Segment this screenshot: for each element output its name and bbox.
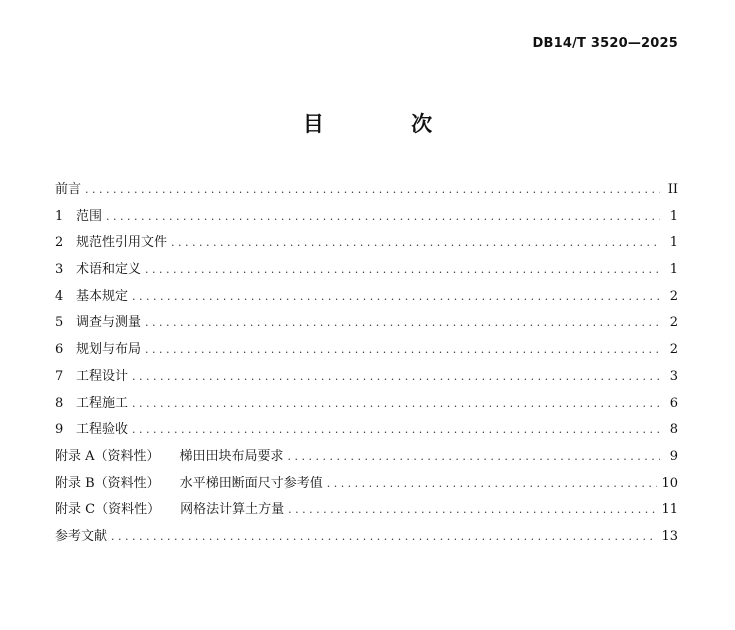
toc-entry-normative-references[interactable] [55, 231, 678, 258]
toc-page-number: 11 [661, 502, 678, 518]
page-title: 目 次 [302, 112, 473, 136]
toc-entry-label [55, 178, 81, 197]
toc-entry-label [55, 418, 128, 437]
toc-entry-text: 梯田田块布局要求 [179, 448, 284, 464]
toc-entry-terms-definitions[interactable] [55, 258, 678, 285]
toc-entry-text: 网格法计算土方量 [180, 502, 285, 518]
toc-entry-number: 3 [55, 262, 64, 278]
toc-entry-label [55, 258, 141, 277]
toc-page-number: 2 [669, 315, 678, 331]
toc-page-number: 1 [669, 208, 678, 224]
toc-entry-text: 调查与测量 [76, 315, 142, 331]
toc-page-number: 8 [669, 422, 678, 438]
toc-leader-dots [288, 502, 657, 517]
toc-page-number: 6 [669, 395, 678, 411]
toc-page-number: 10 [661, 475, 678, 491]
toc-leader-dots [288, 449, 660, 464]
toc-entry-text: 范围 [76, 208, 103, 224]
toc-page-number: 1 [669, 235, 678, 251]
toc-entry-appendix-c[interactable] [55, 498, 678, 525]
toc-leader-dots [132, 396, 660, 411]
toc-leader-dots [132, 422, 660, 437]
toc-entry-label [55, 205, 102, 224]
toc-entry-label [55, 445, 284, 464]
toc-leader-dots [327, 476, 658, 491]
toc-entry-number: 8 [55, 395, 64, 411]
toc-entry-basic-provisions[interactable] [55, 285, 678, 312]
toc-page-number: 2 [669, 342, 678, 358]
toc-entry-text: 参考文献 [55, 528, 108, 544]
toc-appendix-label: 附录 C（资料性） [55, 502, 161, 518]
toc-entry-label [55, 338, 141, 357]
toc-leader-dots [106, 209, 660, 224]
toc-entry-planning-layout[interactable] [55, 338, 678, 365]
table-of-contents [55, 178, 678, 552]
toc-entry-scope[interactable] [55, 205, 678, 232]
toc-entry-survey-measurement[interactable] [55, 311, 678, 338]
toc-appendix-label: 附录 B（资料性） [55, 475, 160, 491]
toc-entry-text: 规划与布局 [76, 342, 142, 358]
toc-page-number: 2 [669, 288, 678, 304]
toc-entry-text: 术语和定义 [76, 262, 142, 278]
toc-page-number: II [667, 182, 678, 197]
toc-entry-text: 工程施工 [76, 395, 129, 411]
toc-entry-number: 2 [55, 235, 64, 251]
toc-entry-acceptance[interactable] [55, 418, 678, 445]
toc-entry-number: 6 [55, 342, 64, 358]
toc-leader-dots [132, 289, 660, 304]
document-code: DB14/T 3520—2025 [532, 36, 678, 51]
toc-entry-label [55, 285, 128, 304]
toc-leader-dots [145, 315, 660, 330]
toc-entry-appendix-b[interactable] [55, 472, 678, 499]
toc-entry-text: 规范性引用文件 [76, 235, 168, 251]
toc-page-number: 3 [669, 368, 678, 384]
toc-entry-label [55, 498, 284, 517]
toc-leader-dots [171, 235, 660, 250]
toc-page-number: 9 [669, 448, 678, 464]
toc-entry-label [55, 392, 128, 411]
toc-entry-number: 4 [55, 288, 64, 304]
toc-entry-label [55, 311, 141, 330]
toc-leader-dots [132, 369, 660, 384]
toc-entry-engineering-design[interactable] [55, 365, 678, 392]
toc-entry-label [55, 525, 107, 544]
toc-entry-references[interactable] [55, 525, 678, 552]
toc-entry-label [55, 231, 167, 250]
toc-entry-text: 前言 [55, 182, 82, 197]
toc-leader-dots [111, 529, 657, 544]
toc-entry-text: 工程验收 [76, 422, 129, 438]
toc-entry-text: 基本规定 [76, 288, 129, 304]
toc-entry-foreword[interactable] [55, 178, 678, 205]
toc-entry-number: 7 [55, 368, 64, 384]
toc-entry-number: 9 [55, 422, 64, 438]
toc-entry-construction[interactable] [55, 392, 678, 419]
toc-leader-dots [145, 342, 660, 357]
toc-leader-dots [145, 262, 660, 277]
toc-page-number: 13 [661, 528, 678, 544]
toc-leader-dots [85, 182, 660, 197]
toc-entry-number: 1 [55, 208, 64, 224]
toc-entry-label [55, 365, 128, 384]
toc-entry-text: 工程设计 [76, 368, 129, 384]
toc-entry-label [55, 472, 323, 491]
toc-page-number: 1 [669, 262, 678, 278]
toc-appendix-label: 附录 A（资料性） [55, 448, 160, 464]
toc-entry-number: 5 [55, 315, 64, 331]
toc-entry-appendix-a[interactable] [55, 445, 678, 472]
toc-entry-text: 水平梯田断面尺寸参考值 [179, 475, 323, 491]
